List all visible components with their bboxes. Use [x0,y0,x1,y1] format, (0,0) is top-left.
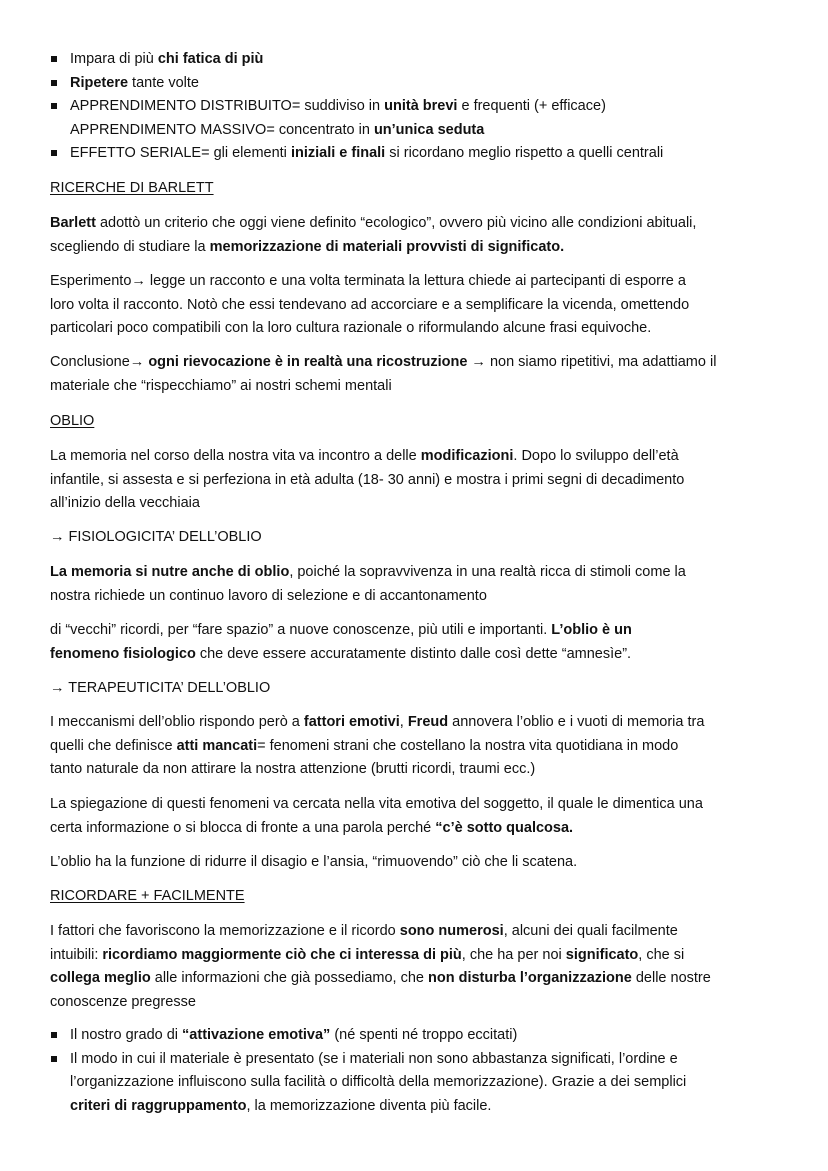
paragraph-memory-life: La memoria nel corso della nostra vita va incontro a delle modificazioni. Dopo lo sviluppo dell’età infantile, si assesta e si perfeziona in età adulta (18- 30 anni) e mostra i primi segni di decadimento all’inizio della vecchiaia [50,448,685,511]
paragraph-factors: I fattori che favoriscono la memorizzazione e il ricordo sono numerosi, alcuni dei quali facilmente intuibili: ricordiamo maggiormente ciò che ci interessa di più, che ha per noi significato, che si collega meglio alle informazioni che già possediamo, che non disturba l’organizzazione delle nostre conoscenze pregresse [50,923,711,1010]
subheading-fisiologicita: → FISIOLOGICITA’ DELL’OBLIO [50,529,262,545]
section-heading-ricordare: RICORDARE + FACILMENTE [50,888,245,904]
paragraph-barlett-intro: Barlett adottò un criterio che oggi viene definito “ecologico”, ovvero più vicino alle condizioni abituali, scegliendo di studiare la memorizzazione di materiali provvisti di significato. [50,215,697,255]
paragraph-conclusion: Conclusione→ ogni rievocazione è in realtà una ricostruzione → non siamo ripetitivi, ma adattiamo il materiale che “rispecchiamo” ai nostri schemi mentali [50,354,717,394]
subheading-terapeuticita: → TERAPEUTICITA’ DELL’OBLIO [50,680,271,696]
paragraph-experiment: Esperimento→ legge un racconto e una volta terminata la lettura chiede ai partecipanti di esporre a loro volta il racconto. Notò che essi tendevano ad accorciare e a semplificare la vicenda, omettendo particolari poco compatibili con la loro cultura razionale o riformulando alcune frasi equivoche. [50,273,690,336]
bullet-list-learning [50,48,790,166]
paragraph-oblio-function: L’oblio ha la funzione di ridurre il disagio e l’ansia, “rimuovendo” ciò che li scatena. [50,854,578,870]
list-item: Impara di più chi fatica di più [50,48,790,72]
paragraph-explanation: La spiegazione di questi fenomeni va cercata nella vita emotiva del soggetto, il quale le dimentica una certa informazione o si blocca di fronte a una parola perché “c’è sotto qualcosa. [50,796,703,836]
bullet-list-factors [50,1024,790,1118]
list-item: EFFETTO SERIALE= gli elementi iniziali e finali si ricordano meglio rispetto a quelli centrali [50,142,790,166]
list-item: Il nostro grado di “attivazione emotiva” (né spenti né troppo eccitati) [50,1024,790,1048]
paragraph-old-memories: di “vecchi” ricordi, per “fare spazio” a nuove conoscenze, più utili e importanti. L’oblio è un fenomeno fisiologico che deve essere accuratamente distinto dalle così dette “amnesìe”. [50,622,632,662]
paragraph-freud: I meccanismi dell’oblio rispondo però a fattori emotivi, Freud annovera l’oblio e i vuoti di memoria tra quelli che definisce atti mancati= fenomeni strani che costellano la nostra vita quotidiana in modo tanto naturale da non attirare la nostra attenzione (brutti ricordi, traumi ecc.) [50,714,705,777]
list-item: Ripetere tante volte [50,72,790,96]
list-item: APPRENDIMENTO DISTRIBUITO= suddiviso in unità brevi e frequenti (+ efficace) APPRENDIMENTO MASSIVO= concentrato in un’unica seduta [50,95,790,142]
section-heading-oblio: OBLIO [50,413,95,429]
paragraph-memory-oblio: La memoria si nutre anche di oblio, poiché la sopravvivenza in una realtà ricca di stimoli come la nostra richiede un continuo lavoro di selezione e di accantonamento [50,564,686,604]
section-heading-barlett: RICERCHE DI BARLETT [50,180,214,196]
list-item: Il modo in cui il materiale è presentato (se i materiali non sono abbastanza significati, l’ordine e l’organizzazione influiscono sulla facilità o difficoltà della memorizzazione). Grazie a dei semplici criteri di raggruppamento, la memorizzazione diventa più facile. [50,1048,790,1119]
